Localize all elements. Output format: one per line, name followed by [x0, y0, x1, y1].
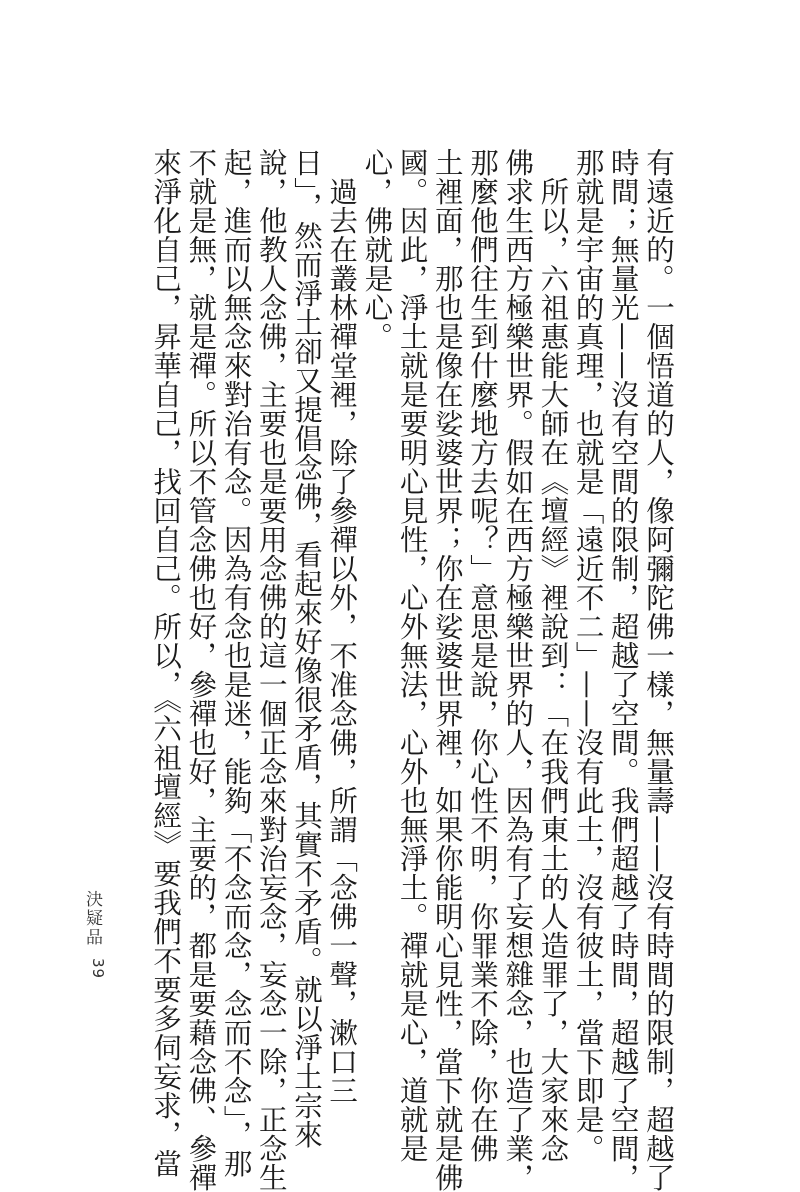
- text-column: 日」，然而淨土卻又提倡念佛，看起來好像很矛盾，其實不矛盾。就以淨土宗來: [289, 148, 323, 1149]
- text-column: 過去在叢林禪堂裡，除了參禪以外，不准念佛，所謂「念佛一聲，漱口三: [325, 148, 359, 1105]
- text-column: 那就是宇宙的真理，也就是「遠近不二」——沒有此土，沒有彼土，當下即是。: [571, 148, 605, 1163]
- text-column: 所以，六祖惠能大師在《壇經》裡說到：「在我們東土的人造罪了，大家來念: [536, 148, 570, 1163]
- page-number: 39: [89, 958, 107, 980]
- text-column: 土裡面，那也是像在娑婆世界；你在娑婆世界裡，如果你能明心見性，當下就是佛: [430, 148, 464, 1192]
- text-column: 有遠近的。一個悟道的人，像阿彌陀佛一樣，無量壽——沒有時間的限制，超越了: [642, 148, 675, 1192]
- text-column: 起，進而以無念來對治有念。因為有念也是迷，能夠「不念而念，念而不念」，那: [219, 148, 253, 1178]
- text-column: 心，佛就是心。: [360, 148, 394, 351]
- text-column: 國。因此，淨土就是要明心見性，心外無法，心外也無淨土。禪就是心，道就是: [395, 148, 429, 1163]
- section-label: 決疑品: [82, 890, 102, 947]
- text-column: 來淨化自己，昇華自己，找回自己。所以，《六祖壇經》要我們不要多伺妄求，當: [149, 148, 183, 1178]
- text-column: 時間；無量光——沒有空間的限制，超越了空間。我們超越了時間，超越了空間，: [606, 148, 640, 1192]
- text-column: 那麼他們往生到什麼地方去呢？」意思是說，你心性不明，你罪業不除，你在佛: [465, 148, 499, 1163]
- text-column: 說，他教人念佛，主要也是要用念佛的這一個正念來對治妄念，妄念一除，正念生: [254, 148, 288, 1192]
- text-column: 佛求生西方極樂世界。假如在西方極樂世界的人，因為有了妄想雜念，也造了業，: [501, 148, 535, 1192]
- vertical-text-body: [148, 148, 676, 1192]
- text-column: 不就是無，就是禪。所以不管念佛也好，參禪也好，主要的，都是要藉念佛、參禪: [184, 148, 218, 1192]
